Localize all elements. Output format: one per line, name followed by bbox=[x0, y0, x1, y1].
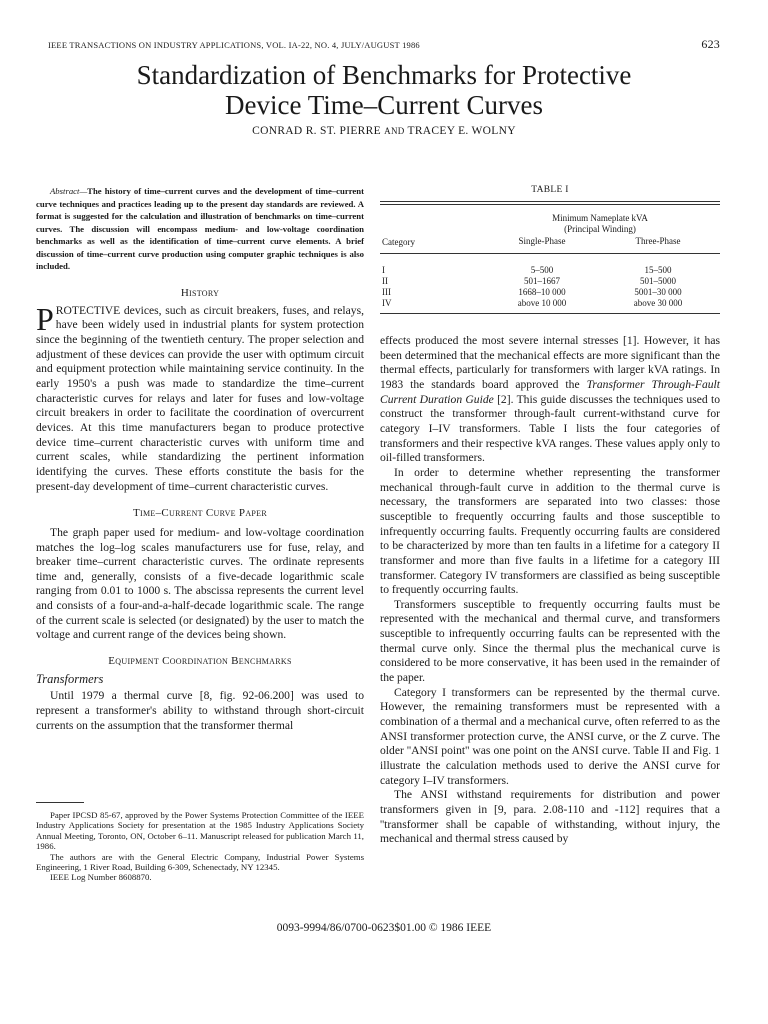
table-col-three: Three-Phase bbox=[635, 236, 681, 246]
footnote-approval: Paper IPCSD 85-67, approved by the Power Systems Protection Committee of the IEEE Industry Applications Society for presentation at the 1985 Industry Applications Society Annual Meeting, Toronto, ON, October 6–11. Manuscript released for publication March 11, 1986. bbox=[36, 810, 364, 852]
table-bottom-rule bbox=[380, 313, 720, 314]
right-p1-a: effects produced the most severe internal stresses [1]. However, it has been determined that the mechanical effects are more significant than the thermal effects, particularly for transformers with larger kVA ratings. In 1983 the standards board approved the bbox=[380, 334, 720, 391]
abstract-paragraph bbox=[36, 185, 364, 273]
title-line-2: Device Time–Current Curves bbox=[225, 90, 543, 120]
table-cell-cat: II bbox=[382, 276, 388, 286]
running-head bbox=[48, 37, 720, 51]
footnote-affiliation: The authors are with the General Electric Company, Industrial Power Systems Engineering, 1 River Road, Building 6-309, Schenectady, NY 12345. bbox=[36, 851, 364, 873]
table-cell-three: above 30 000 bbox=[633, 298, 683, 308]
table-col-category: Category bbox=[382, 237, 415, 247]
abstract-label: Abstract— bbox=[50, 186, 88, 196]
table-header-main: Minimum Nameplate kVA bbox=[552, 213, 648, 223]
table-cell-three: 501–5000 bbox=[640, 276, 676, 286]
authors bbox=[40, 125, 728, 137]
footnotes bbox=[36, 810, 364, 883]
right-p1-b: [2]. This guide discusses the techniques used to construct the transformer through-fault current-withstand curve for category I–IV transformers. Table I lists the four categories of transformers and their respective kVA ranges. These values apply only to oil-filled transformers. bbox=[380, 392, 720, 465]
author-1: CONRAD R. ST. PIERRE bbox=[252, 125, 381, 137]
footnote-log-number: IEEE Log Number 8608870. bbox=[50, 872, 152, 883]
table-header-rule bbox=[380, 253, 720, 254]
section-heading-paper: Time–Current Curve Paper bbox=[133, 507, 267, 520]
table-cell-single: 1668–10 000 bbox=[518, 287, 566, 297]
table-top-rule bbox=[380, 201, 720, 202]
table-cell-single: 501–1667 bbox=[524, 276, 560, 286]
page-number: 623 bbox=[701, 37, 720, 51]
table-1 bbox=[380, 185, 720, 315]
footnote-rule bbox=[36, 802, 84, 803]
author-2: TRACEY E. WOLNY bbox=[407, 125, 516, 137]
section-heading-equipment: Equipment Coordination Benchmarks bbox=[108, 655, 292, 668]
table-caption: TABLE I bbox=[531, 185, 569, 195]
drop-cap: P bbox=[36, 300, 54, 337]
table-cell-cat: III bbox=[382, 287, 391, 297]
right-paragraph-1 bbox=[380, 334, 720, 466]
right-paragraph-2: In order to determine whether representing the transformer mechanical through-fault curve in addition to the thermal curve is necessary, the transformers are separated into two classes: those susceptible to frequently occurring faults and those susceptible to infrequently occurring faults. Frequently occurring faults are considered to be characterized by more than ten faults in a lifetime for a category II transformer and more than five faults in a lifetime for a category III transformer. Category IV transformers are classified as being susceptible to frequently occurring faults. bbox=[380, 465, 720, 597]
abstract-text: The history of time–current curves and the development of time–current curve techniques and practices leading up to the present day standards are reviewed. A format is suggested for the calculation and illustration of benchmarks on time–current curves. The discussion will encompass medium- and low-voltage coordination benchmarks as well as the identification of time–current curve elements. A brief discussion of time–current curve production using computer graphic techniques is also included. bbox=[36, 186, 364, 271]
table-cell-cat: I bbox=[382, 265, 385, 275]
paper-paragraph: The graph paper used for medium- and low-voltage coordination matches the log–log scales manufacturers use for fuse, relay, and breaker time–current characteristic curves. The ordinate represents time and, generally, consists of a five-decade logarithmic scale ranging from 0.01 to 1000 s. The abscissa represents the current level and consists of a four-and-a-half-decade logarithmic scale. The range of the current scale is selected (or designated) by the user to match the voltage and current range of the devices being shown. bbox=[36, 525, 364, 642]
table-top-rule-2 bbox=[380, 204, 720, 205]
left-column-body bbox=[36, 286, 364, 733]
intro-text: ROTECTIVE devices, such as circuit breakers, fuses, and relays, have been widely used in industrial plants for system protection since the beginning of the twentieth century. The proper selection and adjustment of these devices can provide the user with optimum circuit and equipment protection while maintaining service continuity. In the early 1950's a push was made to standardize the time–current characteristic curves for relays and later for fuses and low-voltage circuit breakers in order to facilitate the coordination of overcurrent devices. At this time manufacturers began to produce protective device time–current characteristic curves with uniform time and current scales, while standardizing the pertinent information identifying the curves. These efforts constitute the basis for the present-day development of time–current characteristic curves. bbox=[36, 303, 364, 493]
guide-title: Transformer Through-Fault Current Duration Guide bbox=[380, 377, 720, 406]
table-cell-single: 5–500 bbox=[530, 265, 554, 275]
table-cell-three: 5001–30 000 bbox=[634, 287, 682, 297]
right-paragraph-5: The ANSI withstand requirements for distribution and power transformers given in [9, para. 2.08-110 and -112] requires that a ''transformer shall be capable of withstanding, without injury, the mechanical and thermal stress caused by bbox=[380, 788, 720, 846]
right-column-body bbox=[380, 334, 720, 847]
transformers-paragraph: Until 1979 a thermal curve [8, fig. 92-06.200] was used to represent a transformer's ability to withstand through short-circuit currents on the assumption that the transformer thermal bbox=[36, 689, 364, 732]
table-header-sub: (Principal Winding) bbox=[564, 224, 636, 234]
running-head-text: IEEE TRANSACTIONS ON INDUSTRY APPLICATIONS, VOL. IA-22, NO. 4, JULY/AUGUST 1986 bbox=[48, 40, 420, 50]
section-heading-history: History bbox=[180, 287, 220, 299]
intro-paragraph bbox=[36, 300, 364, 495]
copyright-line: 0093-9994/86/0700-0623$01.00 © 1986 IEEE bbox=[276, 922, 492, 934]
table-cell-three: 15–500 bbox=[644, 265, 672, 275]
paper-title bbox=[40, 60, 728, 120]
title-line-1: Standardization of Benchmarks for Protective bbox=[136, 60, 632, 90]
table-cell-cat: IV bbox=[382, 298, 392, 308]
author-conjunction: AND bbox=[384, 126, 405, 136]
right-paragraph-3: Transformers susceptible to frequently occurring faults must be represented with the mechanical and thermal curve, and transformers susceptible to infrequently occurring faults can be represented with the thermal curve only. Since the thermal plus the mechanical curve is considered to be more conservative, it has been used in the remainder of the paper. bbox=[380, 597, 720, 685]
table-col-single: Single-Phase bbox=[518, 236, 566, 246]
right-paragraph-4: Category I transformers can be represented by the thermal curve. However, the remaining transformers must be represented with a combination of a thermal and a mechanical curve, often referred to as the ANSI transformer protection curve, the ANSI curve, or the Z curve. The older ''ANSI point'' was one point on the ANSI curve. Table II and Fig. 1 illustrate the calculation methods used to derive the ANSI curve for category I–IV transformers. bbox=[380, 685, 720, 787]
table-cell-single: above 10 000 bbox=[517, 298, 567, 308]
abstract bbox=[36, 185, 364, 273]
subsection-heading-transformers: Transformers bbox=[36, 671, 104, 686]
